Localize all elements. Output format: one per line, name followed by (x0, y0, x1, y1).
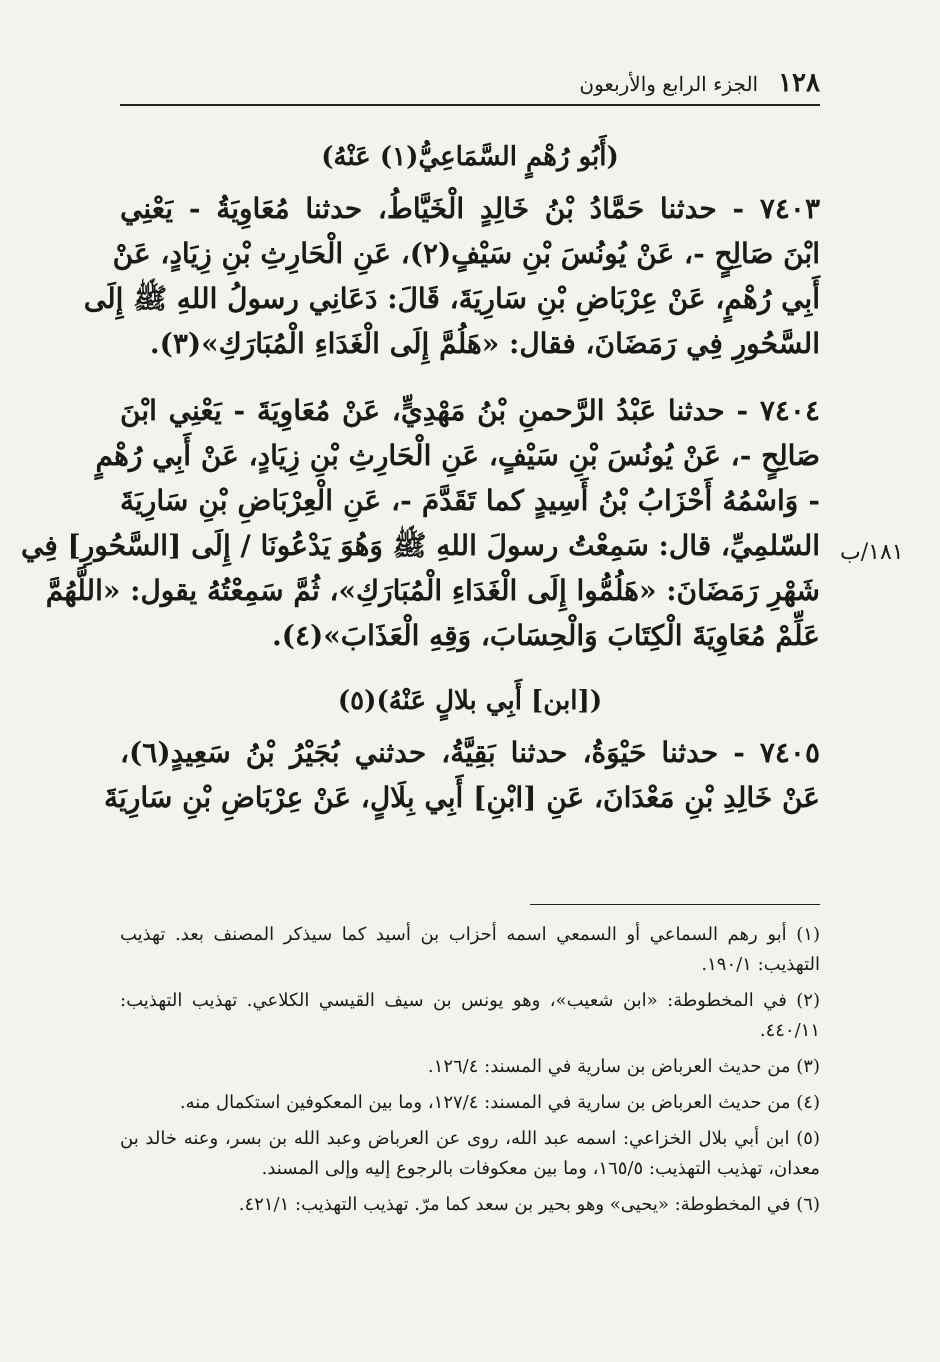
text-line: ٧٤٠٤ - حدثنا عَبْدُ الرَّحمنِ بْنُ مَهْدِيٍّ، عَنْ مُعَاوِيَةَ - يَعْنِي ابْنَ (120, 394, 820, 427)
section-heading: ([ابن] أَبِي بلالٍ عَنْهُ)(٥) (337, 686, 603, 716)
main-text (21, 128, 820, 834)
hadith-7403 (83, 186, 820, 366)
text-line: السَّحُورِ فِي رَمَضَانَ، فقال: «هَلُمَّ إِلَى الْغَدَاءِ الْمُبَارَكِ»(٣). (149, 327, 820, 360)
hadith-7405 (104, 730, 820, 820)
footnote: (٣) من حديث العرباض بن سارية في المسند: ١٢٦/٤. (427, 1056, 820, 1077)
footnote: (١) أبو رهم السماعي أو السمعي اسمه أحزاب بن أسيد كما سيذكر المصنف بعد. تهذيب التهذيب: ١٩٠/١. (120, 924, 820, 975)
text-line: ٧٤٠٥ - حدثنا حَيْوَةُ، حدثنا بَقِيَّةُ، حدثني بُجَيْرُ بْنُ سَعِيدٍ(٦)، (120, 736, 820, 769)
text-line: ٧٤٠٣ - حدثنا حَمَّادُ بْنُ خَالِدٍ الْخَيَّاطُ، حدثنا مُعَاوِيَةُ - يَعْنِي (120, 192, 820, 225)
text-line: أَبِي رُهْمٍ، عَنْ عِرْبَاضِ بْنِ سَارِيَةَ، قَالَ: دَعَانِي رسولُ اللهِ ﷺ إِلَى (83, 282, 820, 315)
footnote: (٤) من حديث العرباض بن سارية في المسند: ١٢٧/٤، وما بين المعكوفين استكمال منه. (179, 1092, 820, 1113)
hadith-7404 (21, 388, 820, 658)
footnote: (٥) ابن أبي بلال الخزاعي: اسمه عبد الله، روى عن العرباض وعبد الله بن بسر، وعنه خالد بن معدان، تهذيب التهذيب: ١٦٥/٥، وما بين معكوفات بالرجوع إليه وإلى المسند. (120, 1128, 820, 1179)
footnotes (120, 920, 820, 1226)
text-line: السّلمِيِّ، قال: سَمِعْتُ رسولَ اللهِ ﷺ وَهُوَ يَدْعُونَا / إِلَى [السَّحُورِ] فِي (21, 529, 820, 562)
text-line: ابْنَ صَالِحٍ -، عَنْ يُونُسَ بْنِ سَيْفٍ(٢)، عَنِ الْحَارِثِ بْنِ زِيَادٍ، عَنْ (112, 237, 820, 270)
footnote: (٢) في المخطوطة: «ابن شعيب»، وهو يونس بن سيف القيسي الكلاعي. تهذيب التهذيب: ٤٤٠/١١. (120, 990, 820, 1041)
text-line: - وَاسْمُهُ أَحْزَابُ بْنُ أَسِيدٍ كما تَقَدَّمَ -، عَنِ الْعِرْبَاضِ بْنِ سَارِيَةَ (120, 484, 820, 517)
manuscript-folio-note: ١٨١/ب (840, 540, 904, 565)
section-heading: (أَبُو رُهْمٍ السَّمَاعِيُّ(١) عَنْهُ) (321, 142, 619, 172)
page-header (120, 58, 820, 106)
footnote-separator (530, 904, 820, 905)
page-number: ١٢٨ (778, 68, 820, 98)
footnote: (٦) في المخطوطة: «يحيى» وهو بحير بن سعد كما مرّ. تهذيب التهذيب: ٤٢١/١. (238, 1194, 820, 1215)
text-line: شَهْرِ رَمَضَانَ: «هَلُمُّوا إِلَى الْغَدَاءِ الْمُبَارَكِ»، ثُمَّ سَمِعْتُهُ يقول: «اللَّهُمَّ (45, 574, 820, 607)
text-line: عَنْ خَالِدِ بْنِ مَعْدَانَ، عَنِ [ابْنِ] أَبِي بِلَالٍ، عَنْ عِرْبَاضِ بْنِ سَارِيَةَ (104, 781, 820, 814)
running-title: الجزء الرابع والأربعون (579, 72, 759, 96)
text-line: عَلِّمْ مُعَاوِيَةَ الْكِتَابَ وَالْحِسَابَ، وَقِهِ الْعَذَابَ»(٤). (271, 619, 820, 652)
text-line: صَالِحٍ -، عَنْ يُونُسَ بْنِ سَيْفٍ، عَنِ الْحَارِثِ بْنِ زِيَادٍ، عَنْ أَبِي رُهْمٍ (95, 439, 820, 472)
